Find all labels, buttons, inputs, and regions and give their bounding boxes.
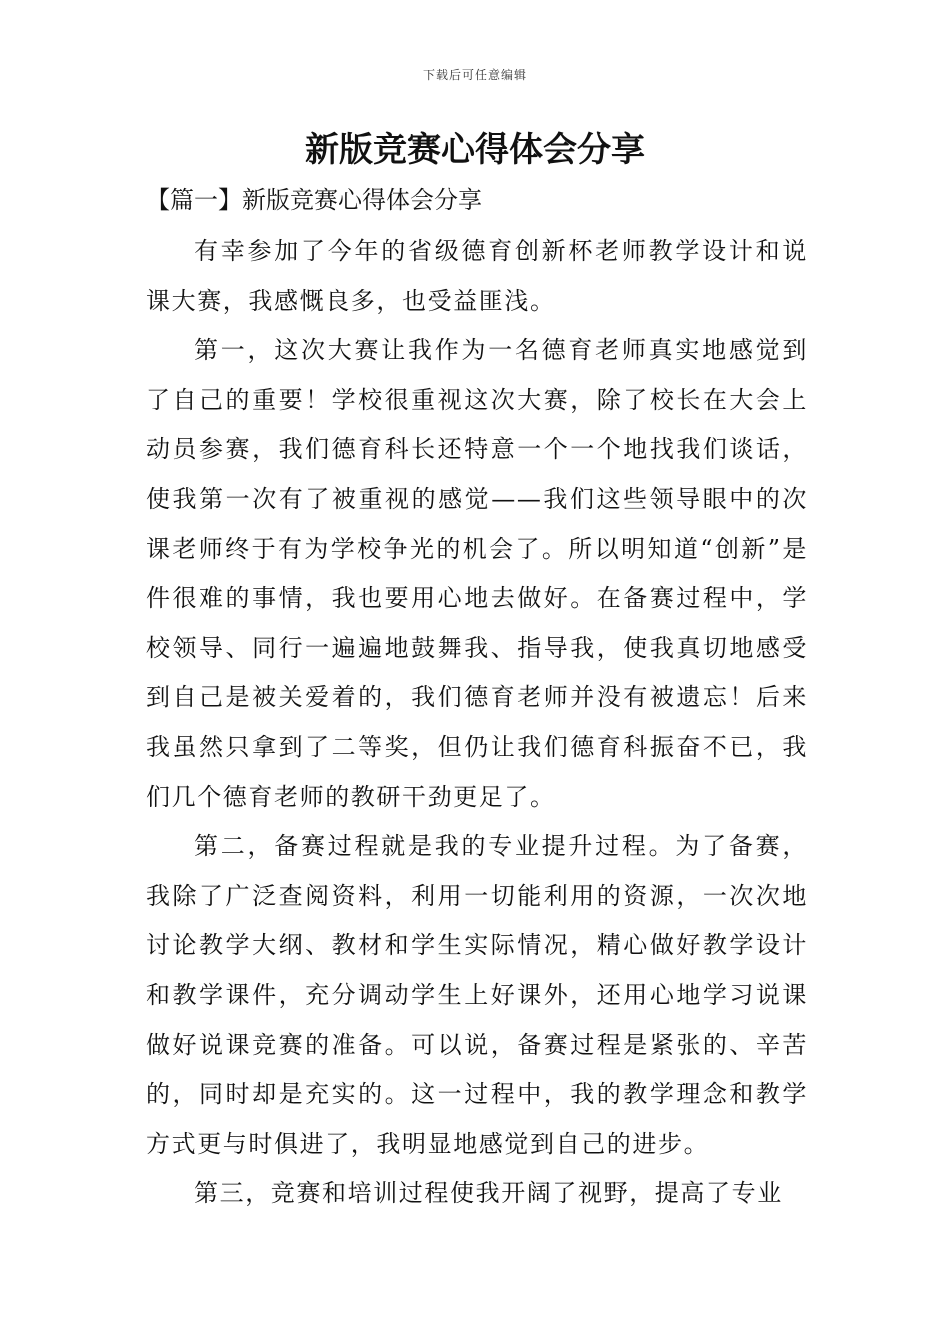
paragraph-third: 第三，竞赛和培训过程使我开阔了视野，提高了专业 <box>194 1179 783 1208</box>
section-heading: 【篇一】新版竞赛心得体会分享 <box>146 186 482 214</box>
body-text <box>146 227 808 1219</box>
paragraph-intro: 有幸参加了今年的省级德育创新杯老师教学设计和说课大赛，我感慨良多，也受益匪浅。 <box>146 237 808 315</box>
header-note: 下载后可任意编辑 <box>422 68 527 82</box>
paragraph-first: 第一，这次大赛让我作为一名德育老师真实地感觉到了自己的重要！学校很重视这次大赛，除了校长在大会上动员参赛，我们德育科长还特意一个一个地找我们谈话，使我第一次有了被重视的感觉——我们这些领导眼中的次课老师终于有为学校争光的机会了。所以明知道“创新”是件很难的事情，我也要用心地去做好。在备赛过程中，学校领导、同行一遍遍地鼓舞我、指导我，使我真切地感受到自己是被关爱着的，我们德育老师并没有被遗忘！后来我虽然只拿到了二等奖，但仍让我们德育科振奋不已，我们几个德育老师的教研干劲更足了。 <box>146 336 808 811</box>
document-title: 新版竞赛心得体会分享 <box>305 130 645 170</box>
paragraph-second: 第二，备赛过程就是我的专业提升过程。为了备赛，我除了广泛查阅资料，利用一切能利用的资源，一次次地讨论教学大纲、教材和学生实际情况，精心做好教学设计和教学课件，充分调动学生上好课外，还用心地学习说课做好说课竞赛的准备。可以说，备赛过程是紧张的、辛苦的，同时却是充实的。这一过程中，我的教学理念和教学方式更与时俱进了，我明显地感觉到自己的进步。 <box>146 832 808 1158</box>
